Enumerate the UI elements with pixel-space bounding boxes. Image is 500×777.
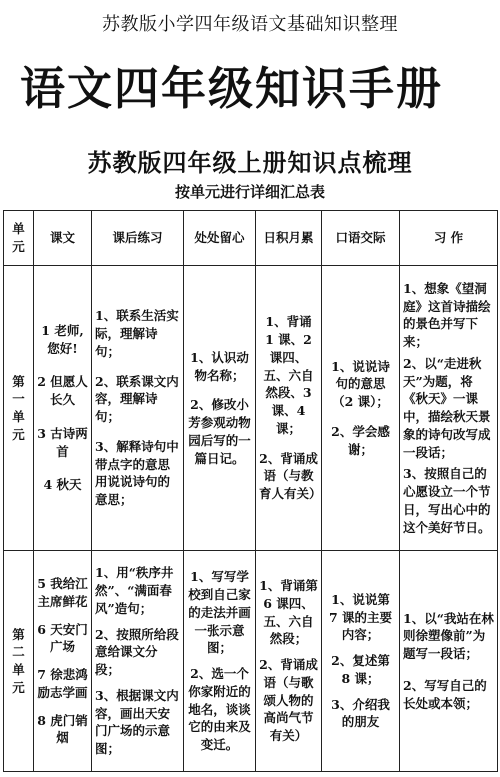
notice-cell bbox=[184, 266, 256, 551]
column-header-lessons: 课文 bbox=[34, 211, 92, 266]
column-header-accumulation: 日积月累 bbox=[256, 211, 322, 266]
column-header-unit: 单元 bbox=[4, 211, 34, 266]
practice-item: 1、用“秩序井然”、“满面春风”造句； bbox=[95, 565, 174, 616]
table-row bbox=[4, 551, 498, 772]
practice-item: 2、联系课文内容，理解诗句； bbox=[95, 373, 179, 424]
notice-item: 2、选一个你家附近的地名，谈谈它的由来及变迁。 bbox=[188, 666, 251, 752]
notice-cell bbox=[184, 551, 256, 772]
composition-item: 2、以“走进秋天”为题，将《秋天》一课中，描绘秋天景象的诗句改写成一段话； bbox=[403, 355, 491, 460]
practice-item: 1、联系生活实际，理解诗句； bbox=[95, 308, 179, 359]
practice-item: 2、按照所给段意给课文分段； bbox=[95, 626, 179, 677]
notice-item: 2、修改小芳参观动物园后写的一篇日记。 bbox=[188, 397, 251, 466]
lessons-cell bbox=[34, 551, 92, 772]
lesson-item: 7 徐悲鸿励志学画 bbox=[37, 667, 88, 700]
oral-item: 1、说说诗句的意思（2 课）； bbox=[331, 358, 390, 410]
practice-item: 3、解释诗句中带点字的意思用说说诗句的意思； bbox=[95, 438, 179, 507]
column-header-practice: 课后练习 bbox=[92, 211, 184, 266]
practice-cell bbox=[92, 266, 184, 551]
unit-cell: 第二单元 bbox=[4, 551, 34, 772]
column-header-notice: 处处留心 bbox=[184, 211, 256, 266]
oral-item: 1、说说第 7 课的主要内容； bbox=[328, 591, 393, 643]
table-row bbox=[4, 266, 498, 551]
composition-item: 1、以“我站在林则徐塑像前”为题写一段话； bbox=[403, 610, 494, 662]
oral-item: 2、学会感谢； bbox=[331, 423, 390, 457]
oral-cell bbox=[322, 266, 400, 551]
oral-item: 2、复述第 8 课； bbox=[331, 653, 390, 686]
knowledge-table bbox=[3, 210, 498, 772]
lesson-item: 3 古诗两首 bbox=[37, 425, 88, 459]
table-caption: 按单元进行详细汇总表 bbox=[174, 183, 325, 201]
lesson-item: 4 秋天 bbox=[43, 477, 82, 493]
handbook-title: 语文四年级知识手册 bbox=[20, 62, 444, 115]
unit-cell: 第一单元 bbox=[4, 266, 34, 551]
composition-item: 1、想象《望洞庭》这首诗描绘的景色并写下来； bbox=[403, 280, 491, 349]
practice-item: 3、根据课文内容，画出天安门广场的示意图； bbox=[95, 687, 179, 756]
oral-cell bbox=[322, 551, 400, 772]
lesson-item: 1 老师,您好! bbox=[41, 322, 84, 356]
accumulation-item: 1、背诵第 6 课四、五、六自然段； bbox=[259, 578, 318, 647]
accumulation-item: 2、背诵成语（与歌颂人物的高尚气节有关） bbox=[259, 657, 318, 744]
notice-item: 1、认识动物名称； bbox=[190, 349, 249, 383]
document-top-title: 苏教版小学四年级语文基础知识整理 bbox=[102, 14, 398, 35]
lesson-item: 2 但愿人长久 bbox=[37, 374, 88, 408]
accumulation-cell bbox=[256, 266, 322, 551]
notice-item: 1、写写学校到自己家的走法并画一张示意图； bbox=[188, 569, 251, 656]
practice-cell bbox=[92, 551, 184, 772]
accumulation-item: 2、背诵成语（与教育人有关） bbox=[259, 450, 322, 501]
accumulation-cell bbox=[256, 551, 322, 772]
lessons-cell bbox=[34, 266, 92, 551]
lesson-item: 8 虎门销烟 bbox=[37, 712, 88, 746]
composition-item: 3、按照自己的心愿设立一个节日，写出心中的这个美好节日。 bbox=[403, 466, 491, 535]
column-header-composition: 习 作 bbox=[400, 211, 498, 266]
composition-item: 2、写写自己的长处或本领； bbox=[403, 677, 487, 711]
accumulation-item: 1、背诵 1 课、2 课四、五、六自然段、3 课、4 课； bbox=[263, 314, 314, 436]
table-header-row bbox=[4, 211, 498, 266]
oral-item: 3、介绍我的朋友 bbox=[331, 696, 390, 730]
lesson-item: 5 我给江主席鲜花 bbox=[37, 576, 88, 609]
composition-cell bbox=[400, 551, 498, 772]
composition-cell bbox=[400, 266, 498, 551]
lesson-item: 6 天安门广场 bbox=[37, 621, 88, 655]
column-header-oral: 口语交际 bbox=[322, 211, 400, 266]
handbook-subtitle: 苏教版四年级上册知识点梳理 bbox=[87, 148, 413, 177]
